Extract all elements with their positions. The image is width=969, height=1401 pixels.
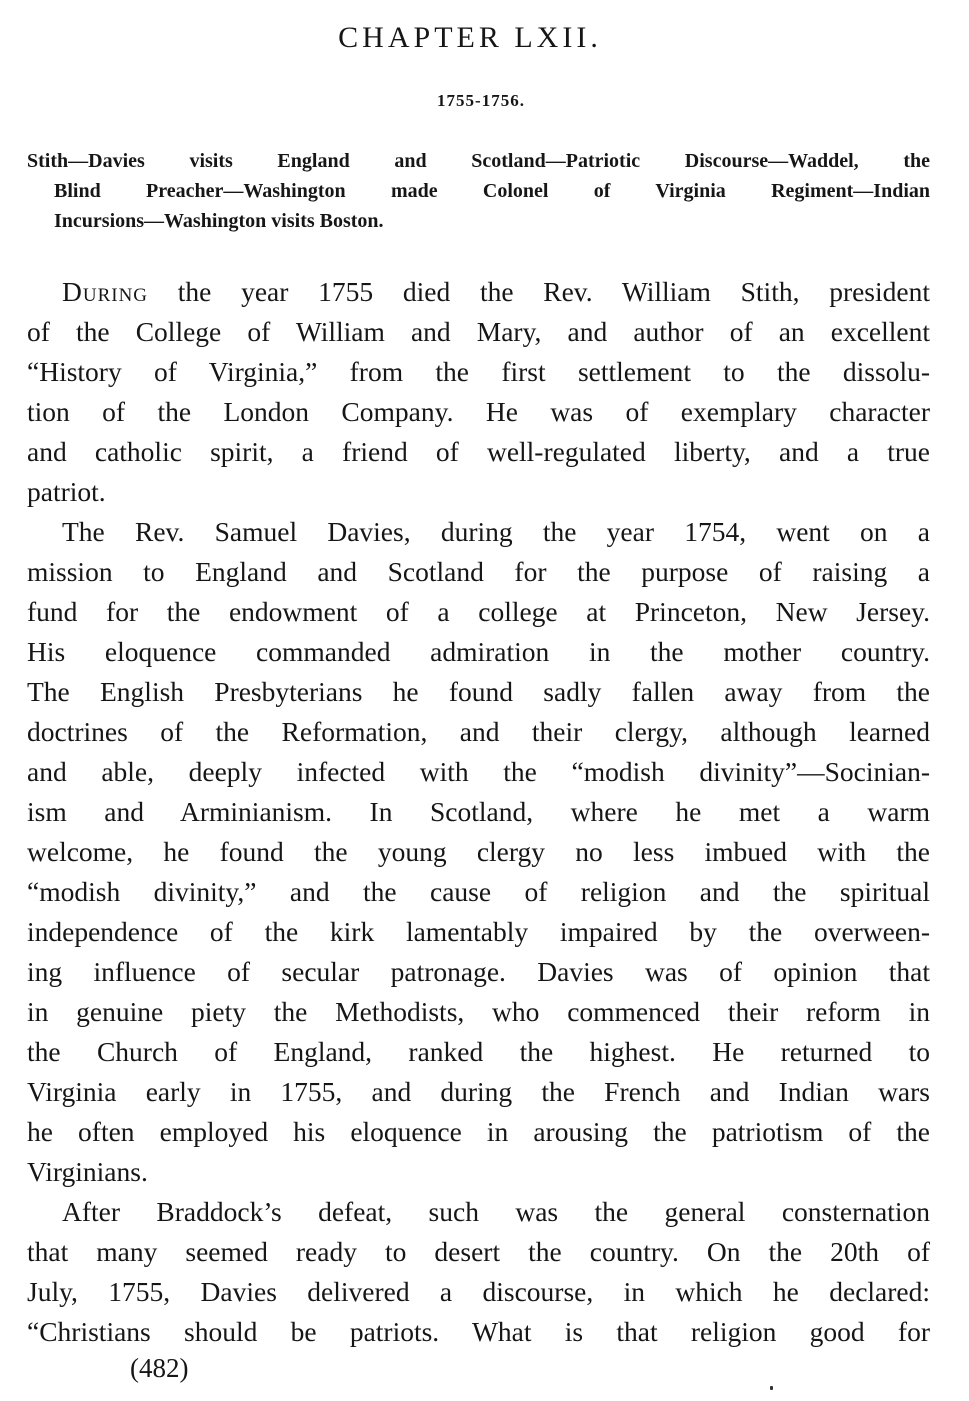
text-line: The Rev. Samuel Davies, during the year 1754, went on a — [62, 516, 930, 547]
text-line: he often employed his eloquence in arousing the patriotism of the — [27, 1116, 930, 1147]
page-number: (482) — [130, 1353, 189, 1383]
text-line: His eloquence commanded admiration in the mother country. — [27, 636, 930, 667]
text-line: ing influence of secular patronage. Davies was of opinion that — [27, 956, 930, 987]
text-line: the Church of England, ranked the highest. He returned to — [27, 1036, 930, 1067]
paragraph-first-line — [27, 272, 930, 312]
text-line: fund for the endowment of a college at Princeton, New Jersey. — [27, 596, 930, 627]
drop-word: During — [62, 276, 149, 307]
chapter-years: 1755-1756. — [437, 91, 525, 110]
text-line: welcome, he found the young clergy no less imbued with the — [27, 836, 930, 867]
text-line: The English Presbyterians he found sadly fallen away from the — [27, 676, 930, 707]
text-line: ism and Arminianism. In Scotland, where he met a warm — [27, 796, 930, 827]
text-line: and catholic spirit, a friend of well-regulated liberty, and a true — [27, 436, 930, 467]
summary-line: Stith—Davies visits England and Scotland—Patriotic Discourse—Waddel, the — [27, 150, 930, 172]
text-line: independence of the kirk lamentably impaired by the overween- — [27, 916, 930, 947]
text-line: tion of the London Company. He was of exemplary character — [27, 396, 930, 427]
body-text — [27, 272, 930, 1352]
chapter-title: CHAPTER LXII. — [338, 21, 602, 54]
text-line: After Braddock’s defeat, such was the general consternation — [62, 1196, 930, 1227]
summary-line: Blind Preacher—Washington made Colonel of Virginia Regiment—Indian — [54, 180, 930, 202]
text-line: doctrines of the Reformation, and their clergy, although learned — [27, 716, 930, 747]
ink-speck — [770, 1386, 773, 1390]
text-line: mission to England and Scotland for the purpose of raising a — [27, 556, 930, 587]
text-line: July, 1755, Davies delivered a discourse, in which he declared: — [27, 1276, 930, 1307]
summary-line: Incursions—Washington visits Boston. — [54, 210, 384, 232]
text-line: and able, deeply infected with the “modish divinity”—Socinian- — [27, 756, 930, 787]
text-line: of the College of William and Mary, and author of an excellent — [27, 316, 930, 347]
text-line: “Christians should be patriots. What is that religion good for — [27, 1316, 930, 1347]
text-line: that many seemed ready to desert the country. On the 20th of — [27, 1236, 930, 1267]
text-line: “modish divinity,” and the cause of religion and the spiritual — [27, 876, 930, 907]
chapter-summary — [27, 146, 930, 236]
text-line: “History of Virginia,” from the first settlement to the dissolu- — [27, 356, 930, 387]
first-line-rest: the year 1755 died the Rev. William Stith, president — [148, 276, 930, 307]
text-line: patriot. — [27, 476, 106, 507]
text-line: in genuine piety the Methodists, who commenced their reform in — [27, 996, 930, 1027]
text-line: Virginians. — [27, 1156, 148, 1187]
text-line: Virginia early in 1755, and during the French and Indian wars — [27, 1076, 930, 1107]
